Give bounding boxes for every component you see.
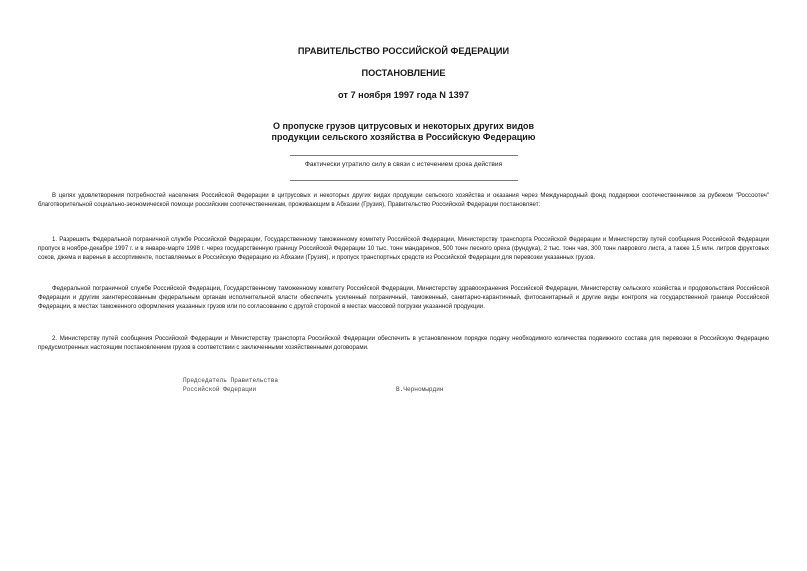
clause-1-continuation-paragraph: Федеральной пограничной службе Российской Федерации, Государственному таможенному комитету Российской Федерации, Министерству здравоохранения Российской Федерации, Министерству сельского хозяйства и продовольствия Российской Федерации и другим заинтересованным федеральным органам исполнительной власти обеспечить усиленный пограничный, таможенный, санитарно-карантинный, фитосанитарный и другие виды контроля на государственной границе Российской Федерации, в местах таможенного оформления указанных грузов или по согласованию с другой стороной в местах массовой погрузки указанной продукции. xyxy=(38,285,769,310)
clause-2-paragraph: 2. Министерству путей сообщения Российской Федерации и Министерству транспорта Российской Федерации обеспечить в установленном порядке подачу необходимого количества подвижного состава для перевозки в Российскую Федерацию предусмотренных настоящим постановлением грузов в соответствии с заключенными хозяйственными договорами. xyxy=(38,335,769,351)
signature-position-line: Российской Федерации xyxy=(183,385,257,393)
document-date-number: от 7 ноября 1997 года N 1397 xyxy=(338,90,469,100)
document-title xyxy=(0,121,807,143)
document-type-heading: ПОСТАНОВЛЕНИЕ xyxy=(361,68,446,78)
document-title-line: О пропуске грузов цитрусовых и некоторых других видов xyxy=(272,121,535,131)
clause-1-paragraph: 1. Разрешить Федеральной пограничной службе Российской Федерации, Государственному таможенному комитету Российской Федерации, Министерству транспорта Российской Федерации и Министерству путей сообщения Российской Федерации пропуск в ноябре-декабре 1997 г. и в январе-марте 1998 г. через государственную границу Российской Федерации 10 тыс. тонн мандаринов, 500 тонн лесного ореха (фундука), 2 тыс. тонн чая, 300 тонн лаврового листа, а также 1,5 млн. литров фруктовых соков, джема и варенья в ассортименте, поставляемых в Российскую Федерацию из Абхазии (Грузия), и пропуск транспортных средств из Российской Федерации для перевозки указанных грузов. xyxy=(38,236,769,261)
signature-position-line: Председатель Правительства xyxy=(183,377,279,384)
government-heading: ПРАВИТЕЛЬСТВО РОССИЙСКОЙ ФЕДЕРАЦИИ xyxy=(297,46,510,56)
document-title-line: продукции сельского хозяйства в Российскую Федерацию xyxy=(271,132,536,142)
status-note: Фактически утратило силу в связи с истечением срока действия xyxy=(304,161,503,168)
divider xyxy=(290,180,518,181)
signature-name: В.Черномырдин xyxy=(396,386,444,393)
divider xyxy=(290,155,518,156)
preamble-paragraph: В целях удовлетворения потребностей населения Российской Федерации в цитрусовых и некоторых других видах продукции сельского хозяйства и оказания через Международный фонд поддержки соотечественников за рубежом "Россоотеч" благотворительной социально-экономической помощи российским соотечественникам, проживающим в Абхазии (Грузия), Правительство Российской Федерации постановляет: xyxy=(38,192,769,208)
signature-position xyxy=(183,377,278,394)
